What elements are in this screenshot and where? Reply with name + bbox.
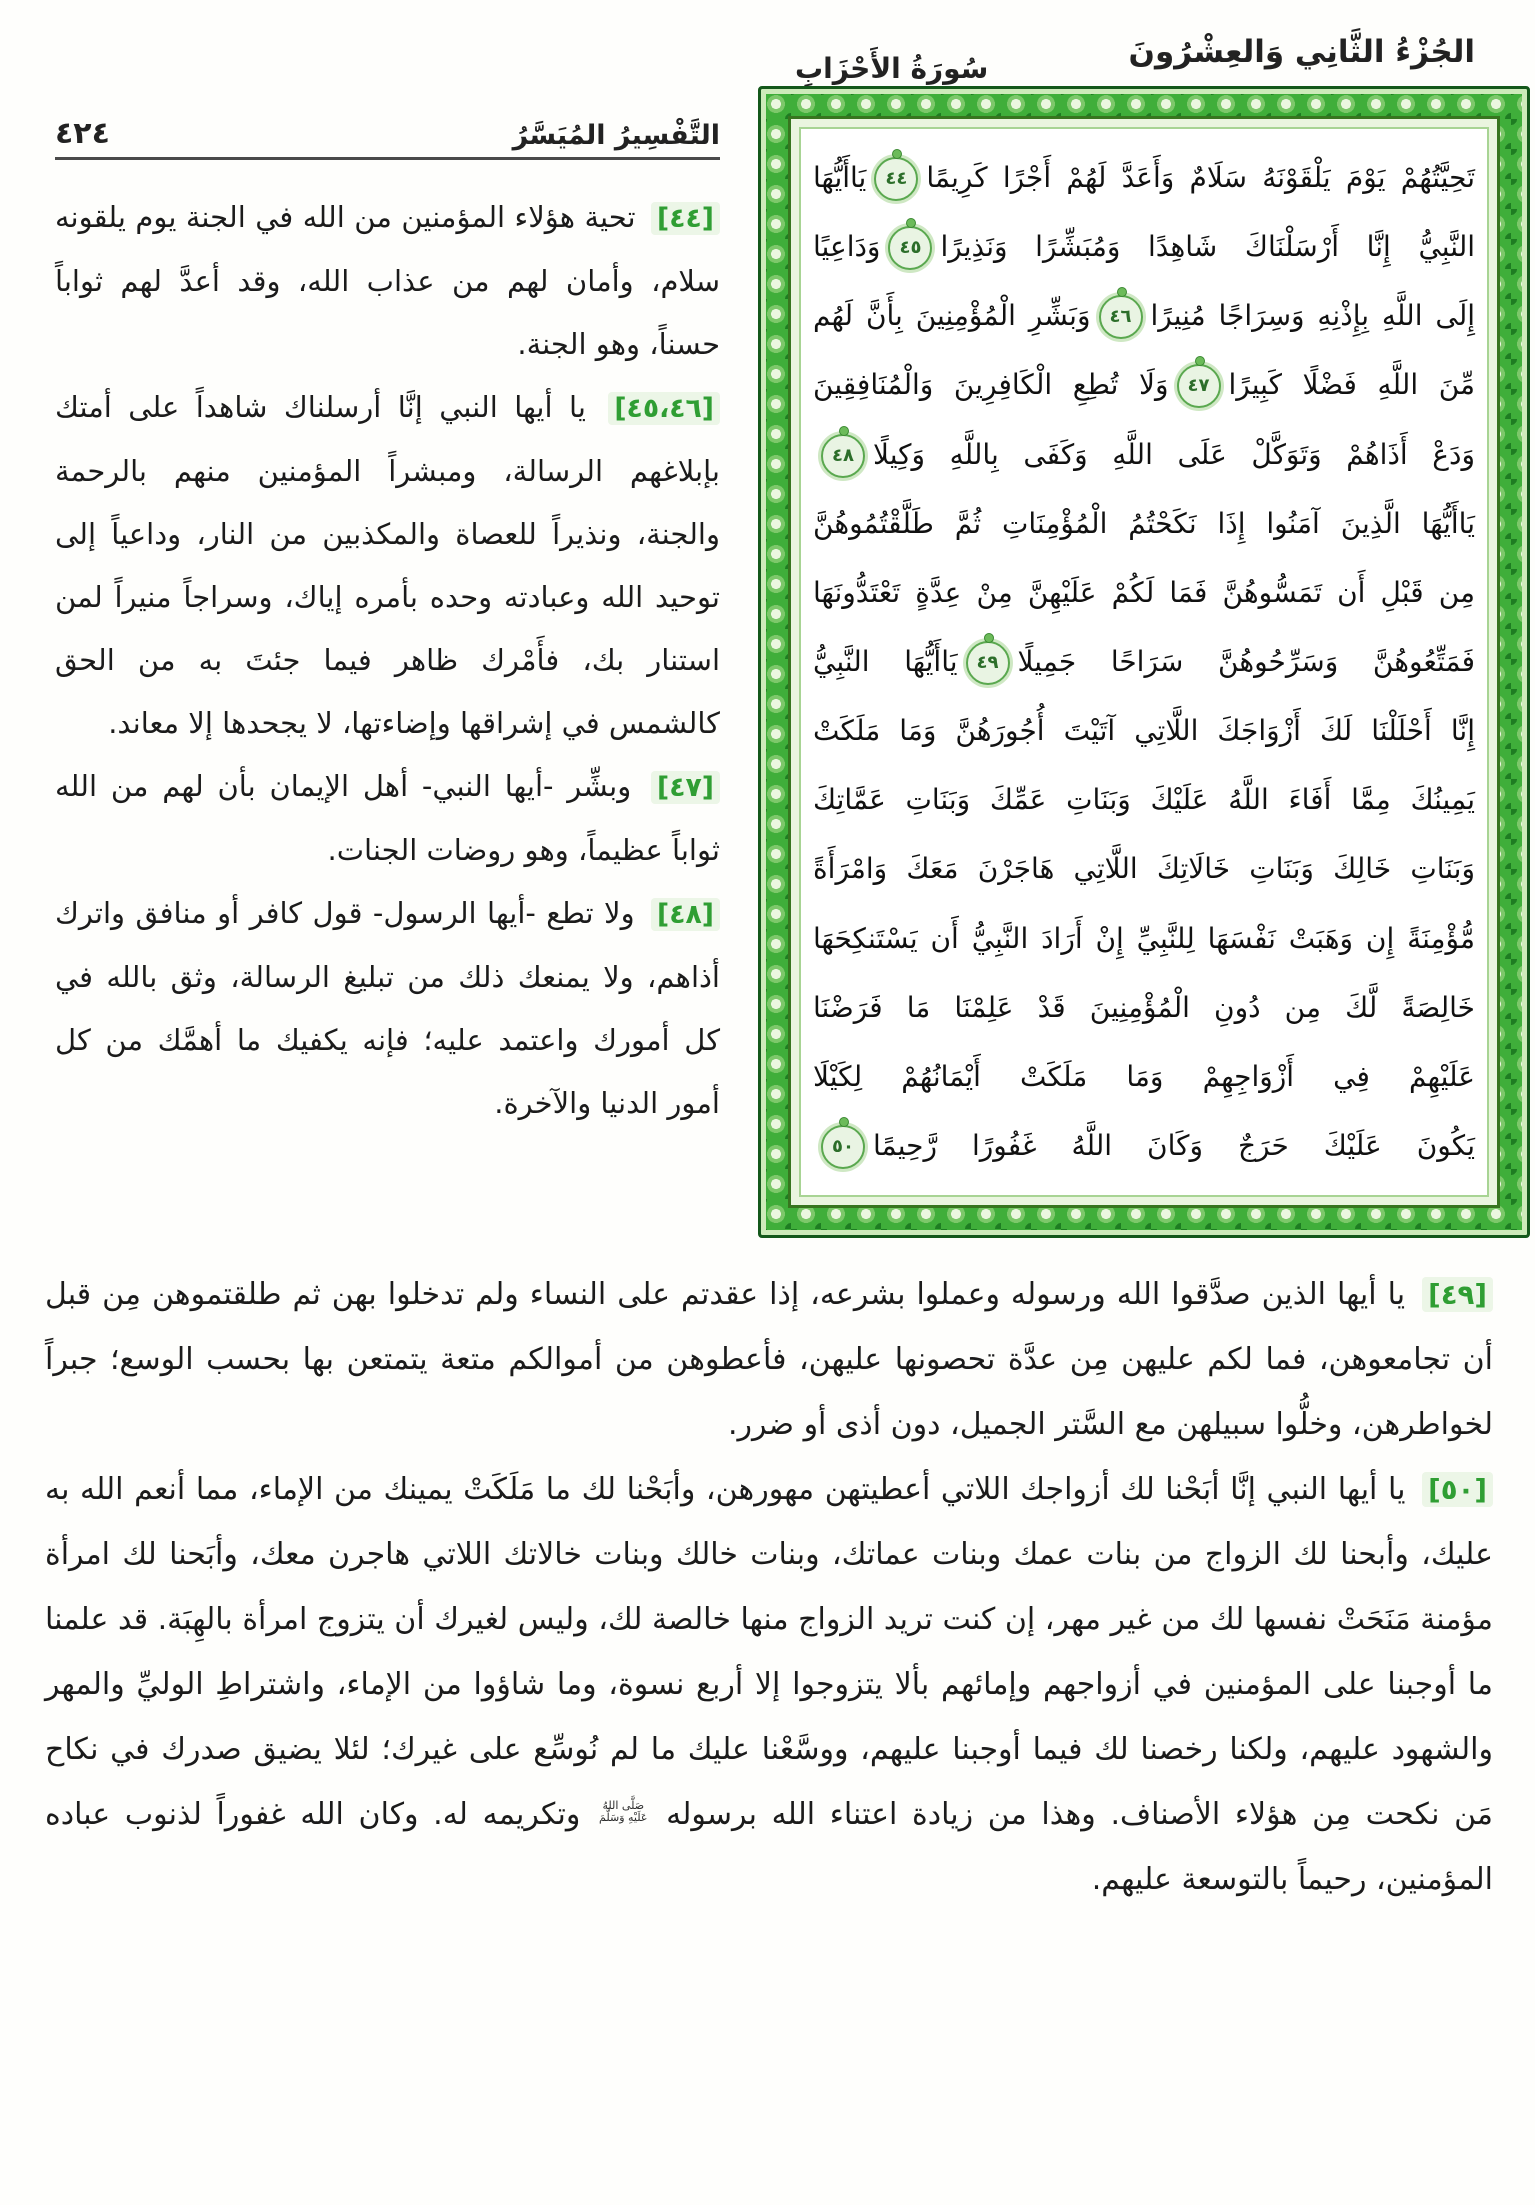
ayah-text: مِن قَبْلِ أَن تَمَسُّوهُنَّ فَمَا لَكُمْ عَلَيْهِنَّ مِنْ عِدَّةٍ تَعْتَدُّونَهَا	[813, 575, 1475, 609]
quran-line	[813, 352, 1475, 418]
ayah-text: النَّبِيُّ إِنَّا أَرْسَلْنَاكَ شَاهِدًا وَمُبَشِّرًا وَنَذِيرًا	[940, 230, 1475, 264]
tafsir-bottom-block	[45, 1262, 1493, 1912]
ayah-text: وَبَنَاتِ خَالِكَ وَبَنَاتِ خَالَاتِكَ اللَّاتِي هَاجَرْنَ مَعَكَ وَامْرَأَةً	[813, 852, 1475, 886]
surah-name-header: سُورَةُ الأَحْزَابِ	[795, 52, 989, 85]
tafsir-side-column	[55, 186, 720, 1135]
ayah-text: تَحِيَّتُهُمْ يَوْمَ يَلْقَوْنَهُ سَلَامٌ وَأَعَدَّ لَهُمْ أَجْرًا كَرِيمًا	[926, 161, 1475, 194]
tafsir-column-header	[55, 116, 720, 160]
ayah-ref-marker: [٤٩]	[1422, 1277, 1493, 1312]
ayah-ref-marker: [٤٨]	[651, 898, 720, 931]
quran-text-area	[788, 116, 1500, 1208]
ayah-text: إِنَّا أَحْلَلْنَا لَكَ أَزْوَاجَكَ اللَّاتِي آتَيْتَ أُجُورَهُنَّ وَمَا مَلَكَتْ	[813, 714, 1475, 748]
ayah-text: خَالِصَةً لَّكَ مِن دُونِ الْمُؤْمِنِينَ قَدْ عَلِمْنَا مَا فَرَضْنَا	[813, 990, 1475, 1024]
quran-line	[813, 491, 1475, 557]
quran-line	[813, 283, 1475, 349]
quran-line	[813, 214, 1475, 280]
ayah-number-medallion: ٤٩	[966, 641, 1010, 685]
quran-line	[813, 422, 1475, 488]
ayah-text: يَاأَيُّهَا النَّبِيُّ	[813, 644, 958, 678]
ayah-text: يَكُونَ عَلَيْكَ حَرَجٌ وَكَانَ اللَّهُ غَفُورًا رَّحِيمًا	[873, 1128, 1475, 1162]
pbuh-seal-line: عَلَيْهِ وَسَلَّمَ	[599, 1810, 648, 1824]
ayah-number-medallion: ٤٥	[888, 226, 932, 270]
ayah-ref-marker: [٤٤]	[651, 202, 720, 235]
quran-line	[813, 145, 1475, 211]
ayah-number-medallion: ٤٧	[1177, 364, 1221, 408]
ayah-number-medallion: ٥٠	[821, 1125, 865, 1169]
ayah-text: مُّؤْمِنَةً إِن وَهَبَتْ نَفْسَهَا لِلنَّبِيِّ إِنْ أَرَادَ النَّبِيُّ أَن يَسْتَنكِحَهَا	[813, 921, 1475, 955]
quran-line	[813, 698, 1475, 764]
quran-line	[813, 906, 1475, 972]
tafsir-title: التَّفْسِيرُ المُيَسَّرُ	[512, 120, 720, 151]
ayah-number-medallion: ٤٨	[821, 434, 865, 478]
quran-line	[813, 1113, 1475, 1179]
ayah-text: مِّنَ اللَّهِ فَضْلًا كَبِيرًا	[1228, 368, 1476, 402]
ayah-text: وَلَا تُطِعِ الْكَافِرِينَ وَالْمُنَافِقِينَ	[813, 368, 1169, 402]
ayah-number-medallion: ٤٤	[874, 157, 918, 201]
ayah-text: فَمَتِّعُوهُنَّ وَسَرِّحُوهُنَّ سَرَاحًا جَمِيلًا	[1017, 644, 1475, 678]
ayah-text: عَلَيْهِمْ فِي أَزْوَاجِهِمْ وَمَا مَلَكَتْ أَيْمَانُهُمْ لِكَيْلَا	[813, 1059, 1475, 1093]
tafsir-paragraph: [٥٠] يا أيها النبي إنَّا أبَحْنا لك أزواجك اللاتي أعطيتهن مهورهن، وأبَحْنا لك ما مَلَكَتْ يمينك من الإماء، مما أنعم الله به عليك، وأبحنا لك الزواج من بنات عمك وبنات عماتك، وبنات خالك وبنات خالاتك اللاتي هاجرن معك، وأبَحنا لك امرأة مؤمنة مَنَحَتْ نفسها لك من غير مهر، إن كنت تريد الزواج منها خالصة لك، وليس لغيرك أن يتزوج امرأة بالهِبَة. قد علمنا ما أوجبنا على المؤمنين في أزواجهم وإمائهم بألا يتزوجوا إلا أربع نسوة، وما شاؤوا من الإماء، واشتراطِ الوليِّ والمهر والشهود عليهم، ولكنا رخصنا لك فيما أوجبنا عليهم، ووسَّعْنا عليك ما لم نُوسِّع على غيرك؛ لئلا يضيق صدرك في نكاح مَن نكحت مِن هؤلاء الأصناف. وهذا من زيادة اعتناء الله برسوله صَلَّى اللهُ عَلَيْهِ وَسَلَّمَ وتكريمه له. وكان الله غفوراً لذنوب عباده المؤمنين، رحيماً بالتوسعة عليهم.	[45, 1472, 1494, 1897]
tafsir-paragraph: [٤٩] يا أيها الذين صدَّقوا الله ورسوله وعملوا بشرعه، إذا عقدتم على النساء ولم تدخلوا بهن ثم طلقتموهن مِن قبل أن تجامعوهن، فما لكم عليهن مِن عدَّة تحصونها عليهن، فأعطوهن من أموالكم متعة يتمتعن بها بحسب الوسع؛ جبراً لخواطرهن، وخلُّوا سبيلهن مع السَّتر الجميل، دون أذى أو ضرر.	[45, 1277, 1493, 1442]
quran-line	[813, 836, 1475, 902]
ayah-ref-marker: [٥٠]	[1422, 1472, 1493, 1507]
ayah-ref-marker: [٤٥،٤٦]	[608, 392, 720, 425]
ayah-text: وَدَعْ أَذَاهُمْ وَتَوَكَّلْ عَلَى اللَّهِ وَكَفَى بِاللَّهِ وَكِيلًا	[873, 437, 1475, 471]
ayah-text: يَمِينُكَ مِمَّا أَفَاءَ اللَّهُ عَلَيْكَ وَبَنَاتِ عَمِّكَ وَبَنَاتِ عَمَّاتِكَ	[813, 783, 1475, 817]
juz-header: الجُزْءُ الثَّانِي وَالعِشْرُونَ	[1128, 34, 1475, 70]
quran-line	[813, 767, 1475, 833]
tafsir-paragraph: [٤٧] وبشِّر -أيها النبي- أهل الإيمان بأن لهم من الله ثواباً عظيماً، وهو روضات الجنات.	[55, 769, 720, 867]
ayah-text: إِلَى اللَّهِ بِإِذْنِهِ وَسِرَاجًا مُنِيرًا	[1150, 299, 1475, 333]
quran-line	[813, 629, 1475, 695]
ayah-text: يَاأَيُّهَا الَّذِينَ آمَنُوا إِذَا نَكَحْتُمُ الْمُؤْمِنَاتِ ثُمَّ طَلَّقْتُمُوهُنَّ	[813, 506, 1475, 540]
tafsir-paragraph: [٤٥،٤٦] يا أيها النبي إنَّا أرسلناك شاهداً على أمتك بإبلاغهم الرسالة، ومبشراً المؤمنين منهم بالرحمة والجنة، ونذيراً للعصاة والمكذبين من النار، وداعياً إلى توحيد الله وعبادته وحده بأمره إياك، وسراجاً منيراً لمن استنار بك، فأَمْرك ظاهر فيما جئتَ به من الحق كالشمس في إشراقها وإضاءتها، لا يجحدها إلا معاند.	[55, 390, 720, 740]
quran-line	[813, 975, 1475, 1041]
ayah-number-medallion: ٤٦	[1099, 295, 1143, 339]
quran-ornamental-frame	[758, 86, 1530, 1238]
ayah-text: يَاأَيُّهَا	[813, 161, 867, 194]
ayah-text: وَبَشِّرِ الْمُؤْمِنِينَ بِأَنَّ لَهُم	[813, 299, 1091, 333]
quran-line	[813, 1044, 1475, 1110]
tafsir-paragraph: [٤٨] ولا تطع -أيها الرسول- قول كافر أو منافق واترك أذاهم، ولا يمنعك ذلك من تبليغ الرسالة، وثق بالله في كل أمورك واعتمد عليه؛ فإنه يكفيك ما أهمَّك من كل أمور الدنيا والآخرة.	[55, 896, 720, 1120]
pbuh-seal-line: صَلَّى اللهُ	[602, 1798, 645, 1812]
quran-line	[813, 560, 1475, 626]
pbuh-seal	[599, 1800, 647, 1824]
tafsir-paragraph: [٤٤] تحية هؤلاء المؤمنين من الله في الجنة يوم يلقونه سلام، وأمان لهم من عذاب الله، وقد أعدَّ لهم ثواباً حسناً، وهو الجنة.	[55, 200, 720, 361]
page-number: ٤٢٤	[55, 116, 110, 151]
ayah-text: وَدَاعِيًا	[813, 230, 881, 264]
ayah-ref-marker: [٤٧]	[651, 771, 720, 804]
